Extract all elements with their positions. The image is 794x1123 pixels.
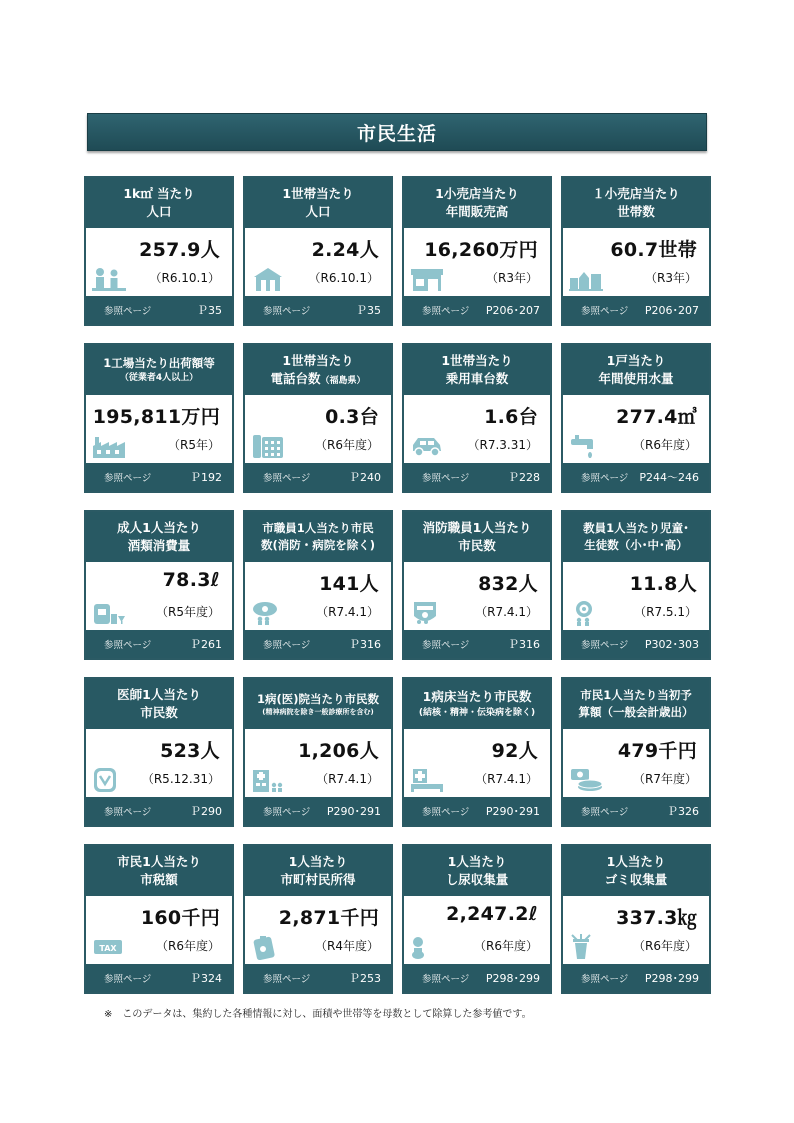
reference-page-label: 参照ページ bbox=[104, 974, 152, 985]
reference-page-number: Ｐ324 bbox=[190, 972, 222, 985]
stat-title-line2-text: 市民数 bbox=[140, 705, 178, 720]
stat-title-line2 bbox=[140, 704, 178, 722]
reference-page-number: P290･291 bbox=[485, 805, 540, 818]
stat-card bbox=[561, 677, 711, 827]
stat-card-header bbox=[245, 679, 391, 729]
stat-card-body bbox=[404, 729, 550, 797]
stat-card bbox=[84, 844, 234, 994]
stat-title-line2 bbox=[419, 707, 535, 720]
stat-value: 2,871千円 bbox=[278, 907, 379, 929]
stat-reference-date: （R6年度） bbox=[633, 939, 697, 953]
stat-card-header bbox=[245, 345, 391, 395]
stat-title-line2-text: 算額（一般会計歳出） bbox=[578, 705, 694, 719]
stat-reference-date: （R7.4.1） bbox=[316, 772, 379, 786]
reference-page-number: Ｐ192 bbox=[190, 471, 222, 484]
stat-title-line2 bbox=[446, 370, 509, 388]
stat-card-header bbox=[563, 679, 709, 729]
stat-reference-date: （R7.5.1） bbox=[634, 605, 697, 619]
reference-page-number: Ｐ240 bbox=[349, 471, 381, 484]
stat-reference-date: （R7.3.31） bbox=[467, 438, 538, 452]
stat-card bbox=[402, 844, 552, 994]
stat-reference-date: （R7年度） bbox=[633, 772, 697, 786]
stat-value: 2.24人 bbox=[311, 239, 379, 261]
stat-value: 11.8人 bbox=[629, 573, 697, 595]
stat-title-line2 bbox=[617, 203, 655, 221]
firefighter-icon bbox=[410, 600, 444, 626]
stat-card-body bbox=[245, 896, 391, 964]
stat-card-body bbox=[404, 562, 550, 630]
footnote: ※ このデータは、集約した各種情報に対し、面積や世帯等を母数として除算した参考値です。 bbox=[104, 1009, 532, 1020]
stat-title-line2 bbox=[458, 537, 496, 555]
stat-title-line1: 医師1人当たり bbox=[117, 686, 201, 702]
stat-title-line1: 1病床当たり市民数 bbox=[422, 689, 532, 705]
stat-title-line2-text: 数(消防・病院を除く) bbox=[260, 538, 375, 552]
reference-page-label: 参照ページ bbox=[581, 640, 629, 651]
stat-reference-date: （R6.10.1） bbox=[149, 271, 220, 285]
reference-page-label: 参照ページ bbox=[104, 306, 152, 317]
stat-title-line1: 市民1人当たり bbox=[117, 853, 201, 869]
stat-card-footer bbox=[404, 797, 550, 825]
reference-page-number: Ｐ35 bbox=[197, 304, 222, 317]
stat-card-footer bbox=[563, 296, 709, 324]
stat-title-line2 bbox=[446, 203, 509, 221]
faucet-icon bbox=[569, 433, 603, 459]
stat-card bbox=[84, 510, 234, 660]
stat-title-line2-text: 生徒数（小･中･高） bbox=[584, 538, 688, 552]
stat-title-line1: 1k㎡ 当たり bbox=[123, 185, 195, 201]
stat-card-header bbox=[404, 178, 550, 228]
stat-value: 60.7世帯 bbox=[610, 239, 697, 261]
stat-reference-date: （R6年度） bbox=[633, 438, 697, 452]
stat-reference-date: （R5.12.31） bbox=[141, 772, 220, 786]
stat-title-line2-text: 人口 bbox=[146, 204, 172, 219]
stat-card-body bbox=[245, 395, 391, 463]
reference-page-number: P206･207 bbox=[644, 304, 699, 317]
stat-title-line1: 教員1人当たり児童･ bbox=[583, 521, 689, 536]
reference-page-number: Ｐ290 bbox=[190, 805, 222, 818]
shop-icon bbox=[410, 266, 444, 292]
stat-card-footer bbox=[86, 296, 232, 324]
car-icon bbox=[410, 433, 444, 459]
income-icon bbox=[251, 934, 285, 960]
stat-value: 141人 bbox=[319, 573, 379, 595]
stat-reference-date: （R5年度） bbox=[156, 605, 220, 619]
stat-reference-date: （R7.4.1） bbox=[475, 605, 538, 619]
stat-title-line2-text: 人口 bbox=[305, 204, 331, 219]
stat-title-line1: 成人1人当たり bbox=[117, 519, 201, 535]
stat-title-line1: 1世帯当たり bbox=[441, 352, 513, 368]
reference-page-label: 参照ページ bbox=[422, 974, 470, 985]
stat-value: 78.3ℓ bbox=[162, 569, 220, 591]
stat-reference-date: （R6年度） bbox=[315, 438, 379, 452]
stat-card-header bbox=[404, 679, 550, 729]
stat-card-body bbox=[563, 228, 709, 296]
stat-card-body bbox=[563, 395, 709, 463]
stat-card bbox=[243, 844, 393, 994]
stat-title-line2 bbox=[120, 372, 198, 385]
stat-title-line2-text: 年間使用水量 bbox=[598, 371, 674, 386]
stat-title-line2-text: 乗用車台数 bbox=[445, 371, 509, 386]
reference-page-label: 参照ページ bbox=[422, 807, 470, 818]
reference-page-label: 参照ページ bbox=[422, 306, 470, 317]
stat-title-line2-text: 世帯数 bbox=[617, 204, 655, 219]
stat-title-suffix: （福島県） bbox=[320, 376, 366, 386]
stat-card-footer bbox=[245, 296, 391, 324]
stat-card-body bbox=[563, 562, 709, 630]
phone-icon bbox=[251, 433, 285, 459]
svg-text:TAX: TAX bbox=[99, 944, 117, 953]
stat-card bbox=[84, 176, 234, 326]
stat-title-line1: 1人当たり bbox=[288, 853, 348, 869]
stat-reference-date: （R7.4.1） bbox=[475, 772, 538, 786]
stat-card-footer bbox=[245, 463, 391, 491]
stat-value: 832人 bbox=[478, 573, 538, 595]
reference-page-number: Ｐ228 bbox=[508, 471, 540, 484]
stat-title-line1: 市民1人当たり当初予 bbox=[580, 688, 692, 703]
stat-title-line2 bbox=[280, 871, 355, 889]
stat-title-line1: 1工場当たり出荷額等 bbox=[103, 356, 215, 371]
stat-title-line1: 1戸当たり bbox=[606, 352, 666, 368]
stat-title-line2 bbox=[598, 370, 673, 388]
stat-card-header bbox=[245, 512, 391, 562]
stat-title-line2-text: (結核・精神・伝染病を除く) bbox=[418, 707, 536, 718]
stat-card-footer bbox=[86, 797, 232, 825]
stat-title-line2 bbox=[584, 537, 688, 554]
stat-card-footer bbox=[404, 964, 550, 992]
stat-card-header bbox=[86, 345, 232, 395]
trash-icon bbox=[569, 934, 603, 960]
reference-page-number: Ｐ326 bbox=[667, 805, 699, 818]
stat-card bbox=[561, 343, 711, 493]
toilet-icon bbox=[410, 934, 444, 960]
bed-icon bbox=[410, 767, 444, 793]
stat-title-line2-text: 酒類消費量 bbox=[127, 538, 191, 553]
stat-card-header bbox=[86, 846, 232, 896]
budget-icon bbox=[569, 767, 603, 793]
doctor-icon bbox=[92, 767, 126, 793]
reference-page-label: 参照ページ bbox=[263, 473, 311, 484]
stat-title-line1: 1人当たり bbox=[606, 853, 666, 869]
stat-card-header bbox=[86, 512, 232, 562]
stat-title-line2 bbox=[261, 537, 375, 554]
stat-title-line1: 1世帯当たり bbox=[282, 352, 354, 368]
stat-title-line1: 1病(医)院当たり市民数 bbox=[256, 691, 379, 706]
stat-value: 523人 bbox=[160, 740, 220, 762]
stat-value: 92人 bbox=[491, 740, 538, 762]
stat-title-line2-text: 市税額 bbox=[140, 872, 178, 887]
reference-page-number: Ｐ316 bbox=[349, 638, 381, 651]
stat-title-line2 bbox=[605, 871, 668, 889]
stat-value: 1,206人 bbox=[298, 740, 379, 762]
stat-title-line2 bbox=[262, 707, 373, 717]
stat-reference-date: （R7.4.1） bbox=[316, 605, 379, 619]
stat-value: 195,811万円 bbox=[92, 406, 220, 428]
stat-card-footer bbox=[245, 797, 391, 825]
stat-reference-date: （R5年） bbox=[168, 438, 220, 452]
stat-card bbox=[561, 176, 711, 326]
stat-card-body bbox=[86, 395, 232, 463]
tax-icon bbox=[92, 934, 126, 960]
stat-card-footer bbox=[563, 797, 709, 825]
stat-card bbox=[243, 510, 393, 660]
stat-card bbox=[402, 677, 552, 827]
stat-title-line2-text: 電話台数 bbox=[270, 371, 321, 386]
stat-card-footer bbox=[563, 964, 709, 992]
stat-title-line2-text: ゴミ収集量 bbox=[604, 872, 668, 887]
stat-reference-date: （R4年度） bbox=[315, 939, 379, 953]
reference-page-label: 参照ページ bbox=[581, 473, 629, 484]
stat-card bbox=[243, 677, 393, 827]
stat-value: 479千円 bbox=[617, 740, 697, 762]
stat-title-line2 bbox=[146, 203, 171, 221]
stat-reference-date: （R3年） bbox=[486, 271, 538, 285]
stat-card-header bbox=[563, 846, 709, 896]
staff-icon bbox=[251, 600, 285, 626]
stat-card bbox=[243, 343, 393, 493]
stat-card bbox=[402, 510, 552, 660]
reference-page-number: Ｐ253 bbox=[349, 972, 381, 985]
stat-card-body bbox=[245, 562, 391, 630]
stat-card-body bbox=[86, 896, 232, 964]
stat-card bbox=[243, 176, 393, 326]
stat-title-line2 bbox=[128, 537, 191, 555]
stat-value: 2,247.2ℓ bbox=[446, 903, 538, 925]
stat-card-body bbox=[245, 228, 391, 296]
stat-card-body bbox=[86, 729, 232, 797]
reference-page-label: 参照ページ bbox=[263, 306, 311, 317]
stat-card bbox=[561, 510, 711, 660]
stat-title-line1: 消防職員1人当たり bbox=[422, 519, 532, 535]
stat-card-footer bbox=[404, 630, 550, 658]
reference-page-label: 参照ページ bbox=[581, 807, 629, 818]
stat-value: 337.3㎏ bbox=[616, 907, 697, 929]
stats-grid bbox=[84, 176, 714, 994]
section-title-bar bbox=[87, 113, 707, 151]
reference-page-number: P206･207 bbox=[485, 304, 540, 317]
stat-card-header bbox=[86, 178, 232, 228]
stat-card bbox=[84, 343, 234, 493]
stat-title-line2 bbox=[140, 871, 178, 889]
stat-title-line2 bbox=[579, 704, 694, 721]
page-title: 市民生活 bbox=[356, 122, 437, 145]
house-icon bbox=[251, 266, 285, 292]
stat-card-footer bbox=[86, 964, 232, 992]
reference-page-number: Ｐ35 bbox=[356, 304, 381, 317]
stat-card bbox=[561, 844, 711, 994]
stat-card-footer bbox=[86, 463, 232, 491]
stat-card-footer bbox=[86, 630, 232, 658]
stat-title-line2 bbox=[446, 871, 509, 889]
school-icon bbox=[569, 600, 603, 626]
reference-page-label: 参照ページ bbox=[581, 974, 629, 985]
stat-reference-date: （R6年度） bbox=[156, 939, 220, 953]
reference-page-label: 参照ページ bbox=[581, 306, 629, 317]
stat-card-body bbox=[563, 729, 709, 797]
stat-title-line2-text: 市民数 bbox=[458, 538, 496, 553]
stat-card-body bbox=[86, 562, 232, 630]
reference-page-number: Ｐ316 bbox=[508, 638, 540, 651]
stat-card-header bbox=[563, 178, 709, 228]
stat-title-line2-text: 市町村民所得 bbox=[280, 872, 356, 887]
reference-page-label: 参照ページ bbox=[104, 640, 152, 651]
stat-card-body bbox=[404, 395, 550, 463]
stat-title-line1: 1世帯当たり bbox=[282, 185, 354, 201]
reference-page-number: P290･291 bbox=[326, 805, 381, 818]
reference-page-label: 参照ページ bbox=[104, 807, 152, 818]
stat-card-footer bbox=[404, 463, 550, 491]
stat-value: 0.3台 bbox=[325, 406, 379, 428]
stat-card-footer bbox=[563, 463, 709, 491]
stat-title-line2-text: （従業者4人以上） bbox=[119, 372, 199, 383]
stat-title-line2 bbox=[305, 203, 330, 221]
reference-page-number: P298･299 bbox=[485, 972, 540, 985]
stat-card-body bbox=[404, 228, 550, 296]
stat-card-body bbox=[86, 228, 232, 296]
hospital-icon bbox=[251, 767, 285, 793]
stat-card-header bbox=[563, 512, 709, 562]
stat-value: 1.6台 bbox=[484, 406, 538, 428]
stat-card-body bbox=[563, 896, 709, 964]
stat-title-line2-text: し尿収集量 bbox=[445, 872, 509, 887]
stat-card-footer bbox=[563, 630, 709, 658]
reference-page-label: 参照ページ bbox=[104, 473, 152, 484]
stat-value: 277.4㎥ bbox=[616, 406, 697, 428]
stat-title-line2-text: (精神病院を除き一般診療所を含む) bbox=[262, 708, 374, 717]
reference-page-label: 参照ページ bbox=[263, 807, 311, 818]
stat-value: 160千円 bbox=[140, 907, 220, 929]
stat-title-line1: 1人当たり bbox=[447, 853, 507, 869]
reference-page-label: 参照ページ bbox=[422, 640, 470, 651]
stat-title-line1: 1小売店当たり bbox=[435, 185, 519, 201]
stat-title-line2 bbox=[270, 370, 365, 388]
reference-page-label: 参照ページ bbox=[422, 473, 470, 484]
town-icon bbox=[569, 266, 603, 292]
stat-title-line2-text: 年間販売高 bbox=[445, 204, 509, 219]
stat-card-header bbox=[404, 512, 550, 562]
reference-page-number: Ｐ261 bbox=[190, 638, 222, 651]
stat-card-header bbox=[245, 178, 391, 228]
factory-icon bbox=[92, 433, 126, 459]
stat-value: 257.9人 bbox=[139, 239, 220, 261]
stat-card bbox=[402, 343, 552, 493]
stat-card-header bbox=[563, 345, 709, 395]
reference-page-number: P298･299 bbox=[644, 972, 699, 985]
stat-card-footer bbox=[245, 630, 391, 658]
liquor-icon bbox=[92, 600, 126, 626]
reference-page-label: 参照ページ bbox=[263, 640, 311, 651]
people-icon bbox=[92, 266, 126, 292]
reference-page-number: P244～246 bbox=[639, 471, 699, 484]
stat-card bbox=[402, 176, 552, 326]
stat-reference-date: （R6年度） bbox=[474, 939, 538, 953]
reference-page-label: 参照ページ bbox=[263, 974, 311, 985]
stat-card-header bbox=[404, 846, 550, 896]
stat-card bbox=[84, 677, 234, 827]
stat-reference-date: （R6.10.1） bbox=[308, 271, 379, 285]
stat-card-body bbox=[404, 896, 550, 964]
stat-reference-date: （R3年） bbox=[645, 271, 697, 285]
stat-title-line1: １小売店当たり bbox=[592, 185, 680, 201]
stat-card-header bbox=[404, 345, 550, 395]
stat-card-body bbox=[245, 729, 391, 797]
stat-card-footer bbox=[245, 964, 391, 992]
stat-value: 16,260万円 bbox=[424, 239, 538, 261]
stat-card-footer bbox=[404, 296, 550, 324]
reference-page-number: P302･303 bbox=[644, 638, 699, 651]
stat-card-header bbox=[245, 846, 391, 896]
stat-title-line1: 市職員1人当たり市民 bbox=[262, 521, 374, 536]
stat-card-header bbox=[86, 679, 232, 729]
